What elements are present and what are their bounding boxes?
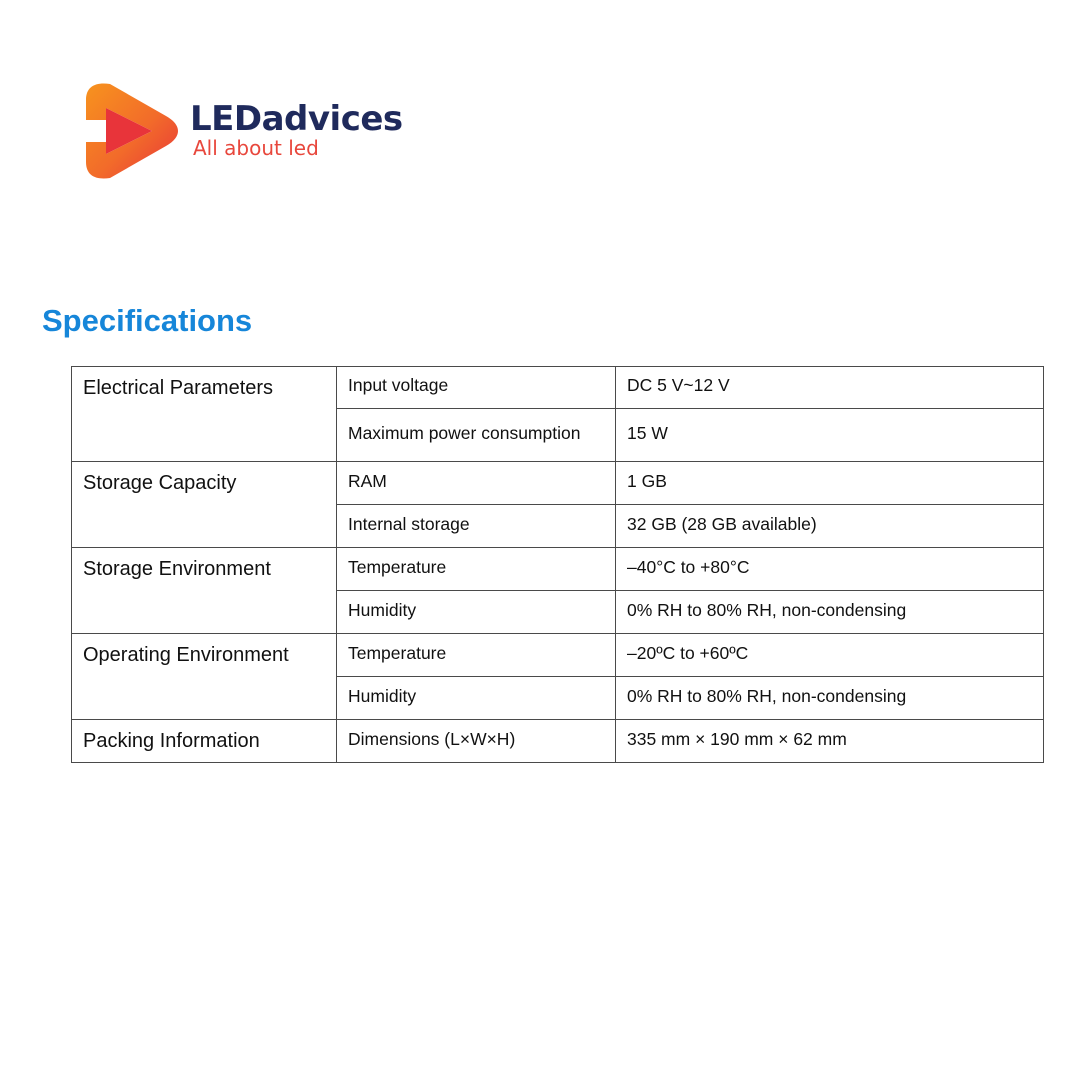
parameter-cell: Internal storage	[337, 505, 616, 548]
parameter-cell: RAM	[337, 462, 616, 505]
category-cell: Storage Environment	[72, 548, 337, 634]
parameter-cell: Dimensions (L×W×H)	[337, 720, 616, 763]
table-row	[72, 720, 1044, 763]
value-cell: 15 W	[616, 409, 1044, 462]
page-title: Specifications	[42, 303, 253, 338]
value-cell: 0% RH to 80% RH, non-condensing	[616, 677, 1044, 720]
parameter-cell: Temperature	[337, 634, 616, 677]
value-cell: 0% RH to 80% RH, non-condensing	[616, 591, 1044, 634]
value-cell: 32 GB (28 GB available)	[616, 505, 1044, 548]
category-cell: Operating Environment	[72, 634, 337, 720]
parameter-cell: Humidity	[337, 591, 616, 634]
table-row	[72, 634, 1044, 677]
value-cell: –40°C to +80°C	[616, 548, 1044, 591]
category-cell: Packing Information	[72, 720, 337, 763]
brand-tagline: All about led	[193, 136, 319, 160]
specifications-table	[71, 366, 1044, 763]
parameter-cell: Temperature	[337, 548, 616, 591]
parameter-cell: Input voltage	[337, 367, 616, 409]
table-row	[72, 462, 1044, 505]
value-cell: DC 5 V~12 V	[616, 367, 1044, 409]
brand-name: LEDadvices	[190, 99, 403, 139]
play-triangle-logo-icon	[82, 82, 182, 180]
value-cell: 335 mm × 190 mm × 62 mm	[616, 720, 1044, 763]
value-cell: 1 GB	[616, 462, 1044, 505]
category-cell: Storage Capacity	[72, 462, 337, 548]
brand-logo	[82, 82, 422, 182]
category-cell: Electrical Parameters	[72, 367, 337, 462]
parameter-cell: Maximum power consumption	[337, 409, 616, 462]
value-cell: –20ºC to +60ºC	[616, 634, 1044, 677]
table-row	[72, 367, 1044, 409]
table-row	[72, 548, 1044, 591]
parameter-cell: Humidity	[337, 677, 616, 720]
